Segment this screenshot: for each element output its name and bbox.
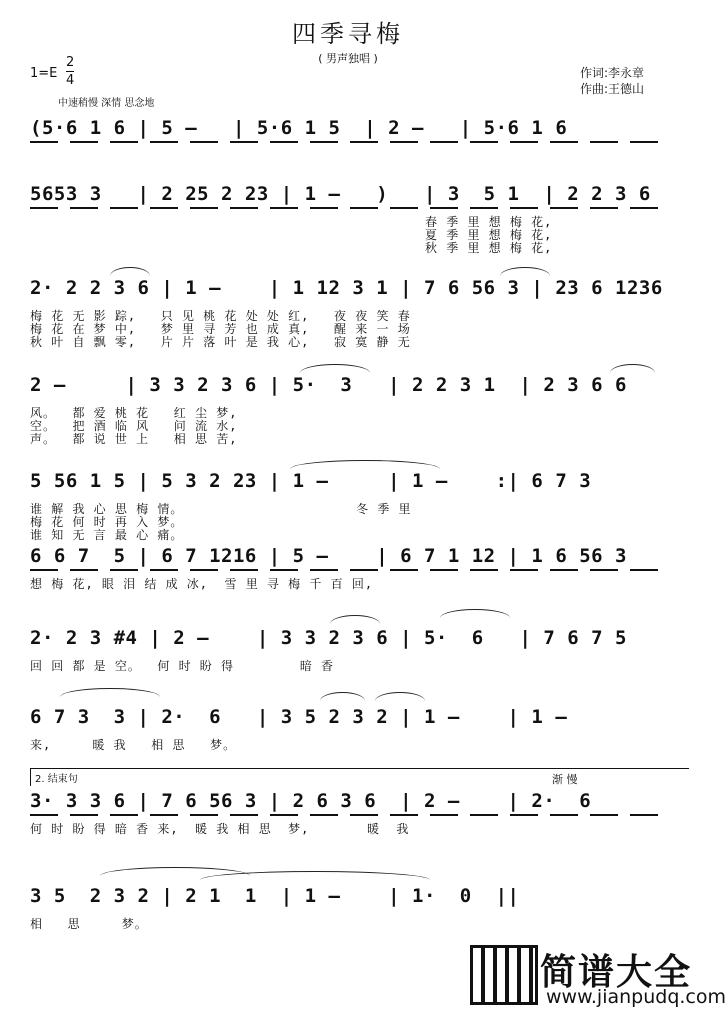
- lyric-line: 相 思 梦。: [30, 917, 148, 931]
- lyric-verse-2: 空。 把 酒 临 风 问 流 水,: [30, 419, 238, 433]
- notes-line: 5 56 1 5 | 5 3 2 23 | 1 — | 1 — :| 6 7 3: [30, 470, 592, 492]
- page-title: 四季寻梅: [292, 20, 404, 48]
- lyric-line: 何 时 盼 得 暗 香 来, 暖 我 相 思 梦, 暖 我: [30, 822, 410, 836]
- lyric-verse-2: 梅 花 在 梦 中, 梦 里 寻 芳 也 成 真, 醒 来 一 场: [30, 322, 411, 336]
- lyric-line: 回 回 都 是 空。 何 时 盼 得 暗 香: [30, 659, 335, 673]
- brand-name: 简谱大全: [540, 952, 693, 993]
- tempo-change-mark: 渐 慢: [552, 773, 578, 786]
- lyric-verse-2: 夏 季 里 想 梅 花,: [425, 228, 553, 242]
- beam-line: [30, 207, 666, 209]
- notes-line: 6 6 7 5 | 6 7 1216 | 5 — | 6 7 1 12 | 1 6 56 3: [30, 545, 627, 567]
- brand-url: www.jianpudq.com: [546, 986, 726, 1008]
- piano-keys-logo-icon: [470, 945, 538, 1005]
- score-row-4: [30, 374, 666, 474]
- lyric-verse-3: 秋 季 里 想 梅 花,: [425, 241, 553, 255]
- time-signature: [66, 54, 74, 89]
- notes-line: 2· 2 3 #4 | 2 — | 3 3 2 3 6 | 5· 6 | 7 6 7 5: [30, 627, 627, 649]
- beam-line: [30, 141, 666, 143]
- notes-line: (5·6 1 6 | 5 — | 5·6 1 5 | 2 — | 5·6 1 6: [30, 117, 568, 139]
- notes-line: 3· 3 3 6 | 7 6 56 3 | 2 6 3 6 | 2 — | 2· 6: [30, 790, 592, 812]
- lyric-verse-1: 谁 解 我 心 思 梅 情。 冬 季 里: [30, 502, 412, 516]
- meter-top: 2: [66, 55, 75, 70]
- notes-line: 5653 3 | 2 25 2 23 | 1 — ) | 3 5 1 | 2 2 3 6: [30, 183, 651, 205]
- lyric-verse-3: 谁 知 无 言 最 心 痛。: [30, 528, 184, 542]
- beam-line: [30, 569, 666, 571]
- lyric-verse-1: 梅 花 无 影 踪, 只 见 桃 花 处 处 红, 夜 夜 笑 春: [30, 309, 411, 323]
- lyric-verse-3: 声。 都 说 世 上 相 思 苦,: [30, 432, 238, 446]
- notes-line: 2· 2 2 3 6 | 1 — | 1 12 3 1 | 7 6 56 3 | 23 6 1236: [30, 277, 663, 299]
- beam-line: [30, 814, 666, 816]
- lyric-verse-1: 春 季 里 想 梅 花,: [425, 215, 553, 229]
- notes-line: 6 7 3 3 | 2· 6 | 3 5 2 3 2 | 1 — | 1 —: [30, 706, 568, 728]
- lyricist-credit: 作词:李永章: [580, 66, 645, 80]
- meter-bottom: 4: [66, 73, 75, 88]
- notes-line: 2 — | 3 3 2 3 6 | 5· 3 | 2 2 3 1 | 2 3 6 6: [30, 374, 627, 396]
- lyric-verse-2: 梅 花 何 时 再 入 梦。: [30, 515, 184, 529]
- lyric-verse-3: 秋 叶 自 飘 零, 片 片 落 叶 是 我 心, 寂 寞 静 无: [30, 335, 411, 349]
- composer-credit: 作曲:王德山: [580, 82, 645, 96]
- tempo-marking: 中速稍慢 深情 思念地: [58, 98, 155, 109]
- key-signature: 1=E: [30, 66, 58, 81]
- lyric-verse-1: 风。 都 爱 桃 花 红 尘 梦,: [30, 406, 238, 420]
- score-row-3: [30, 277, 666, 377]
- ending-label: 2. 结束句: [30, 768, 689, 786]
- subtitle: ( 男声独唱 ): [318, 52, 378, 65]
- lyric-line: 来, 暖 我 相 思 梦。: [30, 738, 237, 752]
- notes-line: 3 5 2 3 2 | 2 1 1 | 1 — | 1· 0 ||: [30, 885, 520, 907]
- lyric-line: 想 梅 花, 眼 泪 结 成 冰, 雪 里 寻 梅 千 百 回,: [30, 577, 374, 591]
